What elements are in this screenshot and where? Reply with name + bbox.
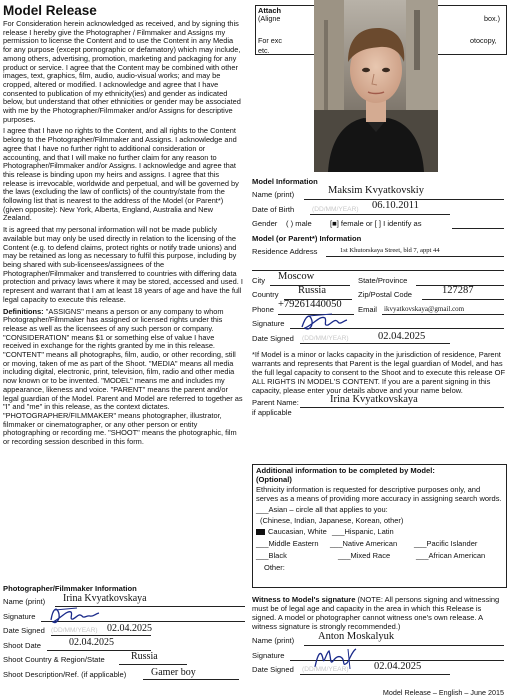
- attach-line-1: (Aligne: [258, 14, 281, 23]
- ethnicity-mixed[interactable]: ___Mixed Race: [338, 551, 391, 560]
- photographer-name-label: Name (print): [3, 597, 46, 606]
- witness-date-signed-row: [252, 663, 507, 678]
- photographer-heading: Photographer/Filmmaker Information: [3, 584, 137, 593]
- parent-name-value[interactable]: Irina Kvyatkovskaya: [330, 394, 418, 405]
- model-date-signed-label: Date Signed: [252, 333, 294, 343]
- gender-male-option[interactable]: ( ) male: [286, 219, 312, 228]
- parent-name-row: [252, 394, 507, 408]
- witness-heading: Witness to Model's signature: [252, 595, 356, 604]
- photographer-signature-label: Signature: [3, 611, 36, 621]
- model-address-value[interactable]: 1st Khutorskaya Street, bld 7, appt 44: [340, 246, 440, 254]
- shoot-description-value[interactable]: Gamer boy: [151, 666, 196, 678]
- attach-line-2-right: otocopy,: [470, 36, 497, 45]
- model-date-signed-value[interactable]: 02.04.2025: [378, 330, 426, 342]
- model-name-label: Name (print): [252, 190, 295, 199]
- witness-paragraph: [252, 595, 507, 631]
- ethnicity-black[interactable]: ___Black: [256, 551, 287, 560]
- additional-section: [256, 466, 504, 574]
- ethnicity-caucasian[interactable]: Caucasian, White: [268, 527, 327, 536]
- model-phone-value[interactable]: +79261440050: [278, 298, 342, 310]
- release-paragraph-2: I agree that I have no rights to the Content, and all rights to the Content belong to the Photographer/Filmmaker and Assigns. I acknowledge and agree that I have no further right to additional consideration or accounting, and that I will make no further claim for any reason to Photographer/Filmmaker and/or Assigns. I acknowledge and agree that this release is binding upon my heirs and assigns. I agree that this release is irrevocable, worldwide and perpetual, and will be governed by the laws (excluding the law of conflicts) of the country/state from the following list that is nearest to the address of the Model (or Parent*) (given opposite): New York, Alberta, England, Australia and New Zealand.: [3, 126, 239, 223]
- page-footer: Model Release – English – June 2015: [382, 688, 504, 697]
- witness-section: [252, 595, 507, 678]
- gender-female-option[interactable]: [■] female or [ ] I identify as: [330, 219, 422, 228]
- model-photo: [314, 0, 438, 172]
- model-zip-line: [422, 299, 504, 300]
- attach-line-2: For exc: [258, 36, 282, 45]
- photographer-name-value[interactable]: Irina Kvyatkovskaya: [63, 593, 147, 604]
- model-dob-value[interactable]: 06.10.2011: [372, 199, 419, 211]
- photographer-signature-image[interactable]: [47, 604, 103, 626]
- model-city-value[interactable]: Moscow: [278, 270, 315, 282]
- model-heading: Model Information: [252, 177, 318, 186]
- model-country-value[interactable]: Russia: [298, 285, 327, 296]
- ethnicity-row-1: [256, 527, 504, 539]
- additional-optional: (Optional): [256, 475, 292, 484]
- photographer-date-signed-value[interactable]: 02.04.2025: [107, 623, 152, 634]
- attach-title: Attach: [258, 6, 281, 15]
- gender-identify-line: [452, 228, 504, 229]
- model-dob-line: [310, 214, 450, 215]
- model-section: [252, 177, 507, 417]
- photographer-date-signed-label: Date Signed: [3, 626, 45, 635]
- ethnicity-asian-list: (Chinese, Indian, Japanese, Korean, other): [260, 516, 404, 525]
- attach-line-3: etc.: [258, 46, 270, 55]
- model-dob-row: [252, 199, 507, 218]
- witness-date-hint: (DD/MM/YEAR): [302, 666, 349, 673]
- ethnicity-middle-eastern[interactable]: ___Middle Eastern: [256, 539, 319, 548]
- model-city-label: City: [252, 275, 266, 285]
- model-gender-label: Gender: [252, 219, 278, 228]
- model-date-signed-row: [252, 332, 507, 347]
- ethnicity-row-3: [256, 551, 504, 563]
- definitions-label: Definitions:: [3, 306, 44, 316]
- model-dob-label: Date of Birth: [252, 204, 295, 214]
- model-phone-label: Phone: [252, 304, 274, 314]
- shoot-country-row: [3, 653, 248, 668]
- shoot-description-label: Shoot Description/Ref. (if applicable): [3, 669, 127, 679]
- ethnicity-other[interactable]: Other:: [264, 563, 285, 572]
- model-zip-label: Zip/Postal Code: [358, 290, 413, 299]
- shoot-country-value[interactable]: Russia: [131, 651, 158, 662]
- attach-line-1-right: box.): [484, 14, 500, 23]
- model-state-label: State/Province: [358, 275, 408, 285]
- model-zip-value[interactable]: 127287: [442, 285, 474, 296]
- caucasian-checked-mark[interactable]: [256, 529, 265, 535]
- shoot-date-label: Shoot Date: [3, 640, 41, 650]
- definitions-paragraph: [3, 308, 243, 447]
- model-gender-row: [252, 217, 507, 232]
- release-paragraph-1: For Consideration herein acknowledged as received, and by signing this release I hereby give the Photographer / Filmmaker and Assigns my permission to license the Content and to use the Content in any Media for any purpose (except pornographic or defamatory) which may include, among others, advertising, promotion, marketing and packaging for any product or service. I agree that the Content may be combined with other images, text, graphics, film, audio, audio-visual works; and may be cropped, altered or modified. I acknowledge and agree that I have consented to publication of my ethnicity(ies) and gender as indicated below, but understand that other ethnicities or gender may be associated with me by the Photographer/Filmmaker and/or Assigns for descriptive purposes.: [3, 19, 241, 124]
- ethnicity-row-2: [256, 539, 504, 551]
- left-column: [3, 3, 243, 450]
- model-name-value[interactable]: Maksim Kvyatkovskiy: [328, 185, 424, 196]
- model-date-signed-line: [300, 343, 450, 344]
- shoot-date-value[interactable]: 02.04.2025: [69, 636, 114, 648]
- model-date-hint: (DD/MM/YEAR): [302, 334, 349, 342]
- document-title: Model Release: [3, 3, 97, 18]
- model-signature-label: Signature: [252, 319, 285, 328]
- model-email-label: Email: [358, 304, 377, 314]
- model-parent-heading: Model (or Parent*) Information: [252, 233, 362, 243]
- ethnicity-hispanic[interactable]: ___Hispanic, Latin: [332, 527, 394, 536]
- ethnicity-native-american[interactable]: ___Native American: [330, 539, 398, 548]
- if-applicable-note: if applicable: [252, 408, 292, 417]
- witness-name-label: Name (print): [252, 636, 295, 645]
- witness-name-row: [252, 631, 507, 649]
- minor-note: *If Model is a minor or lacks capacity in the jurisdiction of residence, Parent warrants and represents that Parent is the legal guardian of Model, and has the full legal capacity to consent to the Shoot and to execute this release OF ALL RIGHTS IN MODEL'S CONTENT. If you are a parent signing in this capacity, please enter your details above and your name below.: [252, 350, 506, 395]
- model-country-label: Country: [252, 290, 279, 299]
- additional-heading: Additional information to be completed by Model:: [256, 466, 435, 475]
- shoot-country-label: Shoot Country & Region/State: [3, 655, 105, 664]
- model-photo-image: [314, 0, 438, 172]
- model-dob-hint: (DD/MM/YEAR): [312, 205, 359, 213]
- shoot-date-row: [3, 636, 248, 654]
- model-signature-image[interactable]: [298, 309, 350, 333]
- model-phone-row: [252, 298, 507, 318]
- release-paragraph-3: It is agreed that my personal information will not be made publicly available but may only be used directly in relation to the licensing of the Content (e.g. to defend claims, protect rights or notify trade unions) and may be retained as long as necessary to fulfil this purpose, including by being shared with sub-licensees/assignees of the Photographer/Filmmaker and transferred to countries with differing data protection and privacy laws where it may be stored, accessed and used. I represent and warrant that I am at least 18 years of age and have the full legal capacity to execute this release.: [3, 225, 243, 304]
- ethnicity-african[interactable]: ___African American: [416, 551, 486, 560]
- model-address-row: [252, 245, 507, 260]
- witness-note: (NOTE: All persons signing and witnessing must be of legal age and capacity in the area in which this Release is signed. A model or photographer cannot witness one's own release. A witness signature is strongly recommended.): [252, 595, 500, 631]
- ethnicity-pacific[interactable]: ___Pacific Islander: [414, 539, 478, 548]
- model-email-value[interactable]: ikvyatkovskaya@gmail.com: [384, 304, 465, 313]
- parent-name-label: Parent Name:: [252, 398, 299, 407]
- parent-name-line: [300, 407, 504, 408]
- photographer-section: [3, 584, 248, 700]
- photographer-name-row: [3, 595, 248, 610]
- definitions-text: "ASSIGNS" means a person or any company to whom Photographer/Filmmaker has assigned or licensed rights under this release as well as the licensees of any such person or company. "CONSIDERATION" means $1 or something else of value I have received in exchange for the rights granted by me in this release. "CONTENT" means all photographs, film, audio, or other recording, still or moving, taken of me as part of the Shoot. "MEDIA" means all media including digital, electronic, print, television, film, radio and other media now known or to be invented. "MODEL" means me and includes my appearance, likeness and voice. "PARENT" means the parent and/or legal guardian of the Model. Parent and Model are referred to together as "I" and "me" in this release, as the context dictates. "PHOTOGRAPHER/FILMMAKER" means photographer, illustrator, filmmaker or cinematographer, or any other person or entity photographing or recording me. "SHOOT" means the photographic, film or recording session described in this form.: [3, 306, 243, 447]
- ethnicity-asian[interactable]: ___Asian – circle all that applies to you:: [256, 505, 388, 514]
- photographer-date-hint: (DD/MM/YEAR): [51, 627, 98, 634]
- witness-date-signed-value[interactable]: 02.04.2025: [374, 661, 422, 672]
- model-address-label: Residence Address: [252, 246, 318, 256]
- photographer-date-signed-row: [3, 624, 248, 639]
- witness-date-signed-label: Date Signed: [252, 665, 294, 674]
- shoot-description-row: [3, 668, 248, 683]
- witness-name-value[interactable]: Anton Moskalyuk: [318, 631, 395, 642]
- witness-signature-label: Signature: [252, 650, 285, 660]
- additional-text: Ethnicity information is requested for descriptive purposes only, and serves as a means of providing more accuracy in assigning search words.: [256, 485, 502, 503]
